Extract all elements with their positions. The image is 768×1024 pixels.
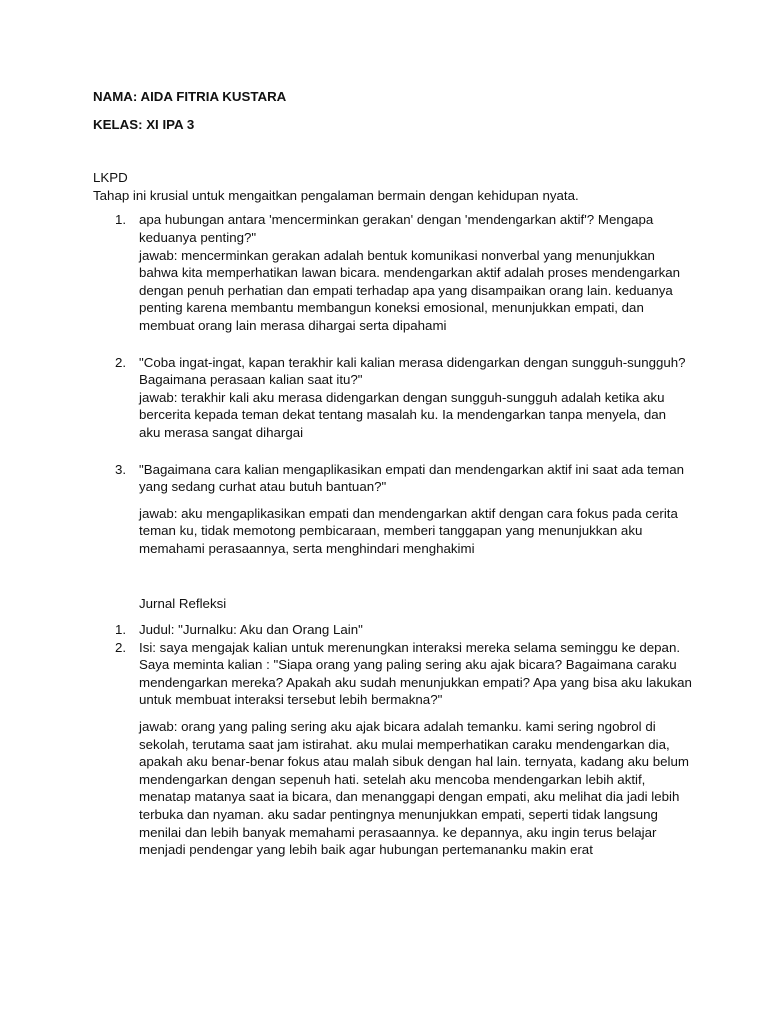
answer-line: sekolah, terutama saat jam istirahat. aku mulai memperhatikan caraku mendengarkan dia,: [139, 736, 670, 752]
question-line: yang sedang curhat atau butuh bantuan?": [139, 479, 387, 495]
list-number: 2.: [115, 354, 127, 370]
answer-line: dengan penuh perhatian dan empati terhadap apa yang disampaikan orang lain. keduanya: [139, 282, 673, 298]
jurnal-title: Jurnal Refleksi: [139, 596, 227, 612]
answer-line: bahwa kita memperhatikan lawan bicara. mendengarkan aktif adalah proses mendengarkan: [139, 265, 681, 281]
answer-line: menilai dan lebih banyak memahami perasaannya. ke depannya, aku ingin terus belajar: [139, 824, 657, 840]
answer-line: penting karena membantu membangun koneksi emosional, menunjukkan empati, dan: [139, 300, 644, 316]
student-class: KELAS: XI IPA 3: [93, 116, 195, 132]
list-item: [93, 354, 686, 442]
answer-line: menjadi pendengar yang lebih baik agar hubungan pertemananku makin erat: [139, 842, 593, 858]
list-item: [93, 211, 683, 334]
jurnal-content-line: Saya meminta kalian : "Siapa orang yang paling sering aku ajak bicara? Bagaimana caraku: [139, 657, 677, 673]
lkpd-intro: Tahap ini krusial untuk mengaitkan pengalaman bermain dengan kehidupan nyata.: [93, 187, 579, 203]
answer-line: bercerita kepada teman dekat tentang masalah ku. Ia mendengarkan tanpa menyela, dan: [139, 407, 667, 423]
answer-line: memahami perasaannya, serta menghindari menghakimi: [139, 540, 475, 556]
list-number: 1.: [115, 212, 127, 228]
question-line: "Bagaimana cara kalian mengaplikasikan empati dan mendengarkan aktif ini saat ada teman: [139, 461, 685, 477]
lkpd-title: LKPD: [93, 170, 128, 186]
answer-line: jawab: orang yang paling sering aku ajak bicara adalah temanku. kami sering ngobrol di: [139, 719, 656, 735]
jurnal-content-line: mendengarkan mereka? Apakah aku sudah menunjukkan empati? Apa yang bisa aku lakukan: [139, 674, 692, 690]
question-line: apa hubungan antara 'mencerminkan gerakan' dengan 'mendengarkan aktif'? Mengapa: [139, 212, 654, 228]
answer-line: terbuka dan nyaman. aku sadar pentingnya menunjukkan empati, seperti tidak langsung: [139, 807, 658, 822]
answer-line: jawab: mencerminkan gerakan adalah bentuk komunikasi nonverbal yang menunjukkan: [139, 247, 655, 263]
answer-line: mendengarkan dengan sepenuh hati. setelah aku mencoba mendengarkan lebih aktif,: [139, 771, 646, 787]
student-name: NAMA: AIDA FITRIA KUSTARA: [93, 89, 287, 104]
answer-line: aku merasa sangat dihargai: [139, 424, 304, 440]
jurnal-title-line: Judul: "Jurnalku: Aku dan Orang Lain": [139, 622, 363, 638]
list-item: [93, 621, 683, 639]
question-line: "Coba ingat-ingat, kapan terakhir kali kalian merasa didengarkan dengan sungguh-sungguh?: [139, 354, 686, 370]
jurnal-content-line: Isi: saya mengajak kalian untuk merenungkan interaksi mereka selama seminggu ke depan.: [139, 639, 681, 655]
list-item: [93, 461, 683, 558]
list-item: [93, 639, 692, 859]
question-line: Bagaimana perasaan kalian saat itu?": [139, 372, 363, 388]
answer-line: membuat orang lain merasa dihargai serta dipahami: [139, 317, 447, 333]
answer-line: jawab: terakhir kali aku merasa didengarkan dengan sungguh-sungguh adalah ketika aku: [139, 389, 665, 405]
jurnal-content-line: untuk membuat interaksi tersebut lebih bermakna?": [139, 692, 443, 708]
list-number: 2.: [115, 639, 127, 655]
answer-line: menatap matanya saat ia bicara, dan menanggapi dengan empati, aku melihat dia jadi lebih: [139, 789, 680, 805]
list-number: 1.: [115, 622, 127, 638]
answer-line: teman ku, tidak memotong pembicaraan, memberi tanggapan yang menunjukkan aku: [139, 523, 643, 539]
question-line: keduanya penting?": [139, 229, 257, 245]
answer-line: apakah aku benar-benar fokus atau malah sibuk dengan hal lain. ternyata, kadang aku belum: [139, 754, 689, 770]
answer-line: jawab: aku mengaplikasikan empati dan mendengarkan aktif dengan cara fokus pada cerita: [139, 505, 678, 521]
list-number: 3.: [115, 461, 127, 477]
document-body: [93, 88, 692, 859]
